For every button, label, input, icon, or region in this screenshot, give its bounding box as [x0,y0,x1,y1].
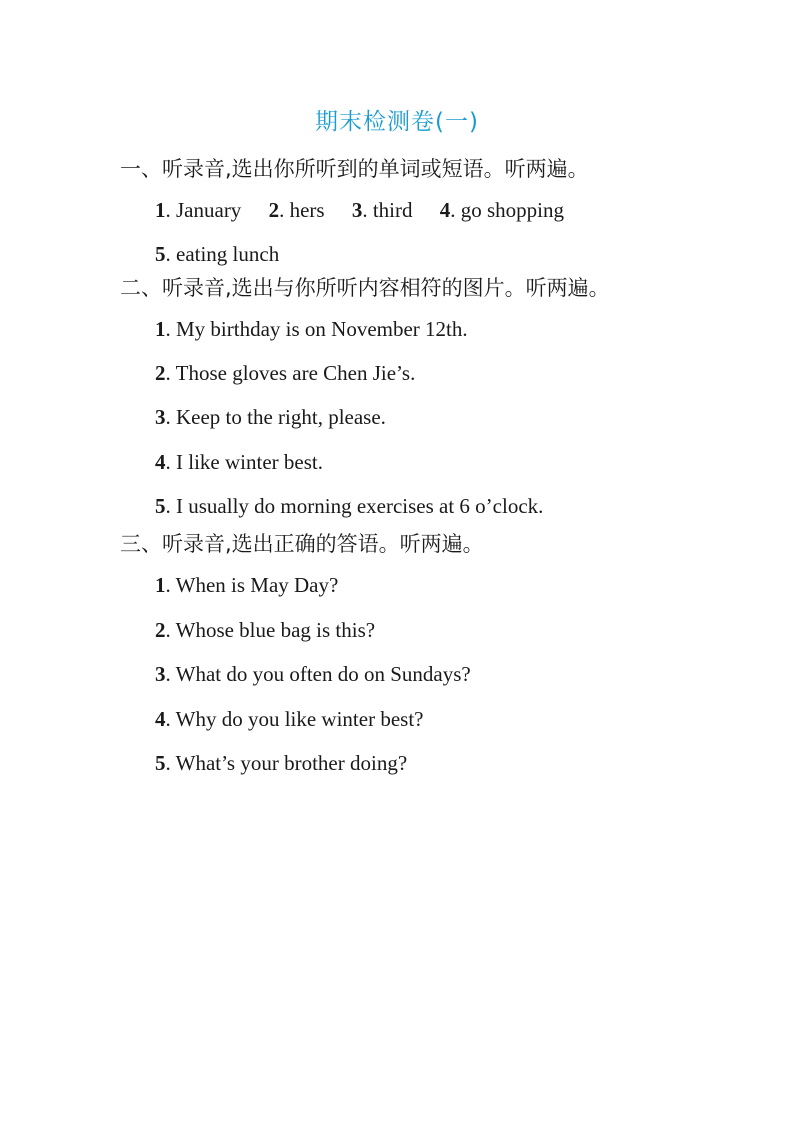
page-title: 期末检测卷(一) [315,109,479,135]
section-3-heading: 三、听录音,选出正确的答语。听两遍。 [120,532,484,556]
item-number: 5 [155,242,166,266]
word-item: 1. January [155,198,242,222]
list-item: 2. Those gloves are Chen Jie’s. [155,361,416,385]
section-1-word-row-2 [155,242,279,267]
list-item: 3. What do you often do on Sundays? [155,662,471,686]
item-text: . eating lunch [165,242,280,266]
list-item: 1. My birthday is on November 12th. [155,317,468,341]
word-item: 2. hers [268,198,325,222]
list-item: 1. When is May Day? [155,573,339,597]
section-2-heading: 二、听录音,选出与你所听内容相符的图片。听两遍。 [120,276,610,300]
section-1-word-row [155,198,586,223]
list-item: 5. I usually do morning exercises at 6 o’clock. [155,494,544,518]
word-item: 4. go shopping [439,198,564,222]
section-1-heading: 一、听录音,选出你所听到的单词或短语。听两遍。 [120,157,589,181]
list-item: 2. Whose blue bag is this? [155,618,376,642]
list-item: 4. I like winter best. [155,450,323,474]
list-item: 3. Keep to the right, please. [155,405,386,429]
word-item: 3. third [351,198,413,222]
list-item: 5. What’s your brother doing? [155,751,408,775]
list-item: 4. Why do you like winter best? [155,707,424,731]
